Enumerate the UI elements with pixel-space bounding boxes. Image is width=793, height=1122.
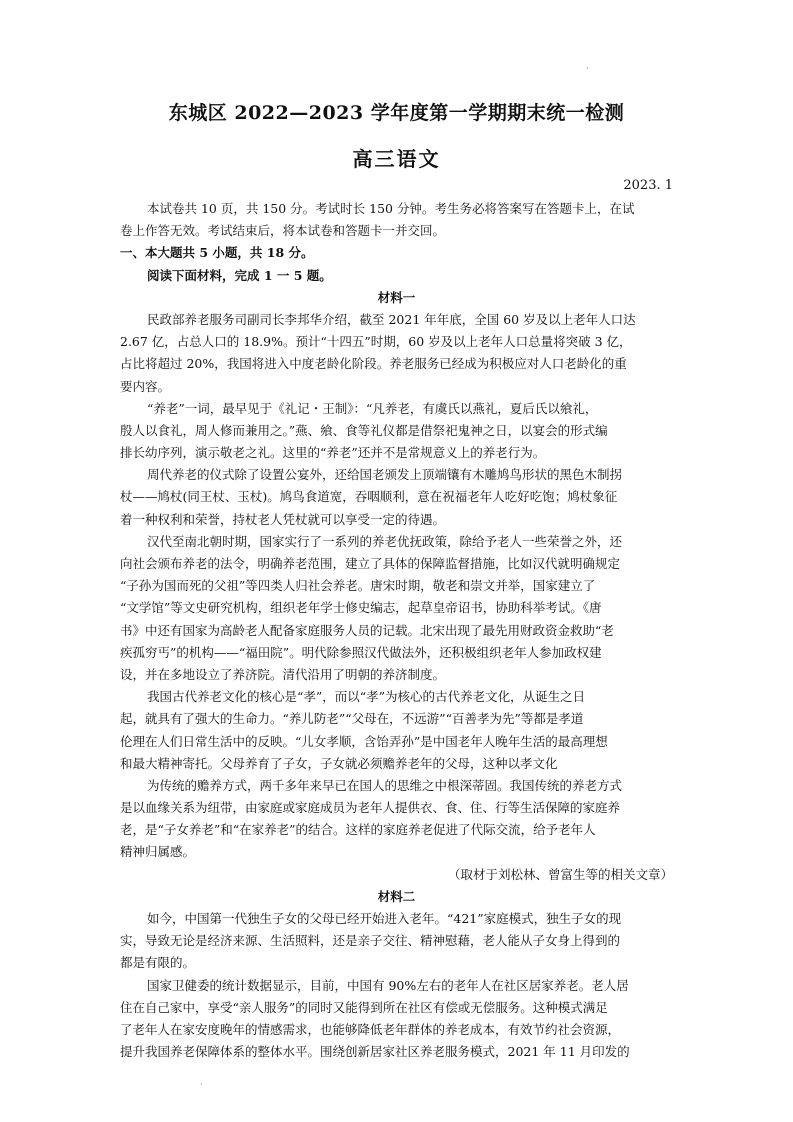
paragraph-line: 2.67 亿，占总人口的 18.9%。预计“十四五”时期，60 岁及以上老年人口总量将突破 3 亿， [120,334,632,350]
material-title: 材料二 [377,888,416,904]
paragraph [120,908,673,975]
source-citation: （取材于刘松林、曾富生等的相关文章） [447,866,673,882]
paragraph-line: 和最大精神寄托。父母养育了子女，子女就必须赡养老年的父母，这种以孝文化 [120,755,558,771]
scan-dot: · [586,64,589,74]
paragraph-line: 国家卫健委的统计数据显示，目前，中国有 90%左右的老年人在社区居家养老。老人居 [147,977,629,993]
paragraph-line: 伦理在人们日常生活中的反映。“儿女孝顺，含饴弄孙”是中国老年人晚年生活的最高理想 [120,733,608,749]
paragraph-line: 提升我国养老保障体系的整体水平。围绕创新居家社区养老服务模式，2021 年 11 月印发的 [120,1044,630,1060]
subject-title: 高三语文 [352,147,441,171]
section-instruction: 阅读下面材料，完成 1 一 5 题。 [147,267,332,283]
paragraph [120,975,673,1064]
paragraph-line: 了老年人在家安度晚年的情感需求，也能够降低老年群体的养老成本，有效节约社会资源， [120,1021,621,1037]
paragraph [120,686,673,775]
paragraph-line: 老，是“子女养老”和“在家养老”的结合。这样的家庭养老促进了代际交流，给予老年人 [120,822,596,838]
intro-line: 卷上作答无效。考试结束后，将本试卷和答题卡一并交回。 [120,223,446,239]
paragraph-line: 杖——鸠杖(同王杖、玉杖)。鸠鸟食道宽，吞咽顺利，意在祝福老年人吃好吃饱；鸠杖象征 [120,489,618,505]
paragraph-line: 我国古代养老文化的核心是“孝”，而以“孝”为核心的古代养老文化，从诞生之日 [147,689,586,705]
body-text [120,198,673,1063]
paragraph-line: 住在自己家中，享受“亲人服务”的同时又能得到所在社区有偿或无偿服务。这种模式满足 [120,999,608,1015]
scan-dot: · [200,1080,203,1090]
paragraph-line: 周代养老的仪式除了设置公宴外，还给国老颁发上顶端镶有木雕鸠鸟形状的黑色木制拐 [147,467,623,483]
paragraph-line: 是以血缘关系为纽带，由家庭或家庭成员为老年人提供衣、食、住、行等生活保障的家庭养 [120,800,621,816]
paragraph-line: 如今，中国第一代独生子女的父母已经开始进入老年。“421”家庭模式，独生子女的现 [147,911,622,926]
paragraph-line: 排长幼序列，演示敬老之礼。这里的“养老”还并不是常规意义上的养老行为。 [120,445,546,461]
section-heading: 一、本大题共 5 小题，共 18 分。 [120,245,314,261]
paragraph-line: 向社会颁布养老的法令，明确养老范围，建立了具体的保障监督措施，比如汉代就明确规定 [120,556,621,571]
paragraph-line: 占比将超过 20%，我国将进入中度老龄化阶段。养老服务已经成为积极应对人口老龄化的重 [120,356,627,372]
paragraph-line: 精神归属感。 [120,844,196,860]
paragraph [120,464,673,531]
paragraph-line: “养老”一词，最早见于《礼记・王制》：“凡养老，有虞氏以燕礼，夏后氏以飨礼， [147,400,598,416]
exam-date: 2023. 1 [623,178,673,193]
paragraph [120,775,673,864]
paragraph [120,398,673,465]
paragraph-line: 汉代至南北朝时期，国家实行了一系列的养老优抚政策，除给予老人一些荣誉之外，还 [147,533,623,549]
paragraph-line: 实，导致无论是经济来源、生活照料，还是亲子交往、精神慰藉，老人能从子女身上得到的 [120,933,621,949]
material-title: 材料一 [377,289,416,305]
paragraph-line: 为传统的赡养方式，两千多年来早已在国人的思维之中根深蒂固。我国传统的养老方式 [147,777,623,793]
paragraph-line: 书》中还有国家为高龄老人配备家庭服务人员的记载。北宋出现了最先用财政资金救助“老 [120,622,614,638]
paragraph-line: 都是有限的。 [120,955,196,971]
paragraph-line: 设，并在多地设立了养济院。清代沿用了明朝的养济制度。 [120,666,446,682]
paragraph-line: “文学馆”等文史研究机构，组织老年学士修史编志，起草皇帝诏书，协助科举考试。《唐 [120,600,602,616]
paragraph-line: 殷人以食礼，周人修而兼用之。”燕、飨、食等礼仪都是借祭祀鬼神之日，以宴会的形式编 [120,422,608,438]
paragraph-line: “子孙为国而死的父祖”等四类人归社会养老。唐宋时期，敬老和崇文并举，国家建立了 [120,578,596,594]
paragraph-line: 疾孤穷丐”的机构——“福田院”。明代除参照汉代做法外，还积极组织老年人参加政权建 [120,644,602,660]
exam-title: 东城区 2022—2023 学年度第一学期期末统一检测 [168,102,625,124]
paragraph-line: 要内容。 [120,378,171,394]
paragraph-line: 民政部养老服务司副司长李邦华介绍，截至 2021 年年底，全国 60 岁及以上老年人口达 [147,311,636,327]
paragraph-line: 着一种权利和荣誉，持杖老人凭杖就可以享受一定的待遇。 [120,511,446,527]
paragraph-line: 起，就具有了强大的生命力。“养儿防老”“父母在，不远游”“百善孝为先”等都是孝道 [120,711,584,727]
paragraph [120,531,673,686]
paragraph [120,309,673,398]
intro-line: 本试卷共 10 页，共 150 分。考试时长 150 分钟。考生务必将答案写在答题卡上，在试 [147,201,635,216]
